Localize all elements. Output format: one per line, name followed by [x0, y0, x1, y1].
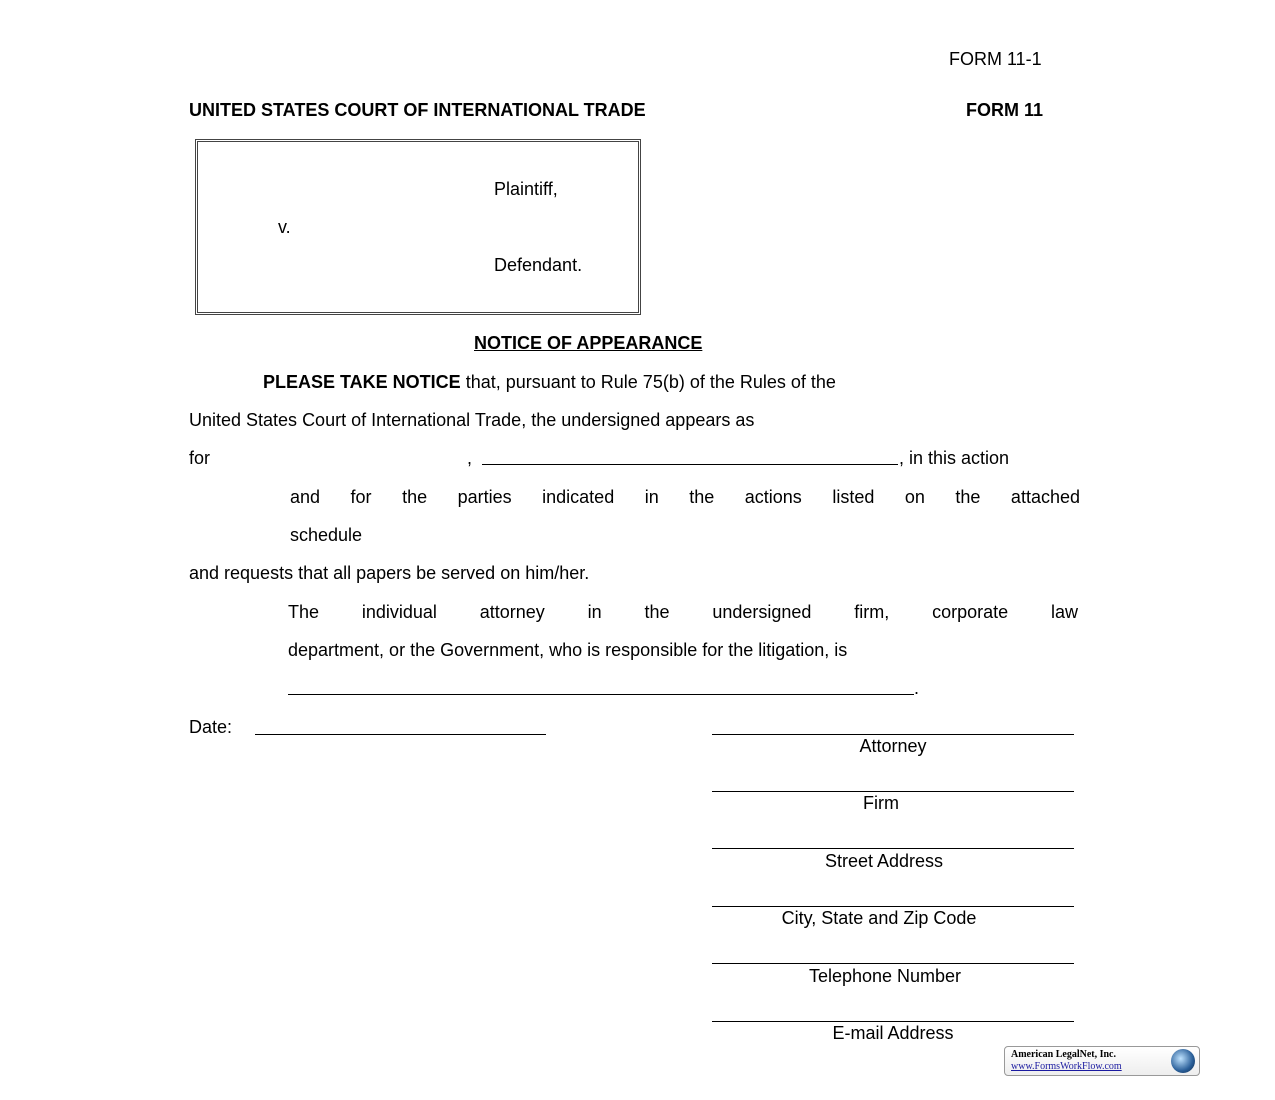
notice-paragraph-line1: [263, 372, 836, 392]
notice-paragraph-line2: United States Court of International Trade, the undersigned appears as: [189, 410, 755, 430]
responsible-attorney-blank-line[interactable]: [288, 694, 914, 695]
firm-line[interactable]: [712, 791, 1074, 792]
form-label: FORM 11: [966, 100, 1044, 120]
requests-text: and requests that all papers be served on him/her.: [189, 563, 590, 583]
city-state-zip-label: City, State and Zip Code: [781, 908, 977, 928]
attorney-paragraph-line2: department, or the Government, who is responsible for the litigation, is: [288, 640, 848, 660]
firm-label: Firm: [863, 793, 899, 813]
notice-text: that, pursuant to Rule 75(b) of the Rules of the: [465, 372, 836, 392]
american-legalnet-logo[interactable]: [1004, 1046, 1200, 1076]
city-state-zip-line[interactable]: [712, 906, 1074, 907]
court-name: UNITED STATES COURT OF INTERNATIONAL TRADE: [189, 100, 646, 120]
date-blank-line[interactable]: [255, 734, 546, 735]
parties-line2: schedule: [290, 525, 363, 545]
party-blank-line[interactable]: [482, 464, 898, 465]
street-address-line[interactable]: [712, 848, 1074, 849]
street-address-label: Street Address: [824, 851, 944, 871]
date-label: Date:: [189, 717, 233, 737]
please-take-notice: PLEASE TAKE NOTICE: [263, 372, 461, 392]
for-label: for: [189, 448, 211, 468]
globe-icon: [1171, 1049, 1195, 1073]
logo-name: American LegalNet, Inc.: [1011, 1049, 1116, 1060]
logo-url-link[interactable]: www.FormsWorkFlow.com: [1011, 1061, 1122, 1072]
attorney-signature-line[interactable]: [712, 734, 1074, 735]
period: .: [914, 678, 920, 698]
attorney-label: Attorney: [859, 736, 927, 756]
attorney-paragraph-line1: The individual attorney in the undersigned firm, corporate law: [288, 602, 1078, 622]
email-label: E-mail Address: [832, 1023, 954, 1043]
telephone-label: Telephone Number: [808, 966, 962, 986]
plaintiff-label: Plaintiff,: [494, 179, 558, 199]
form-number-top: FORM 11-1: [949, 49, 1042, 69]
email-line[interactable]: [712, 1021, 1074, 1022]
defendant-label: Defendant.: [494, 255, 583, 275]
telephone-line[interactable]: [712, 963, 1074, 964]
versus-label: v.: [278, 217, 291, 237]
case-caption-box: [195, 139, 641, 315]
document-title: NOTICE OF APPEARANCE: [474, 333, 703, 353]
comma: ,: [467, 448, 473, 468]
parties-line1: and for the parties indicated in the actions listed on the attached: [290, 487, 1080, 507]
in-this-action: , in this action: [899, 448, 1010, 468]
